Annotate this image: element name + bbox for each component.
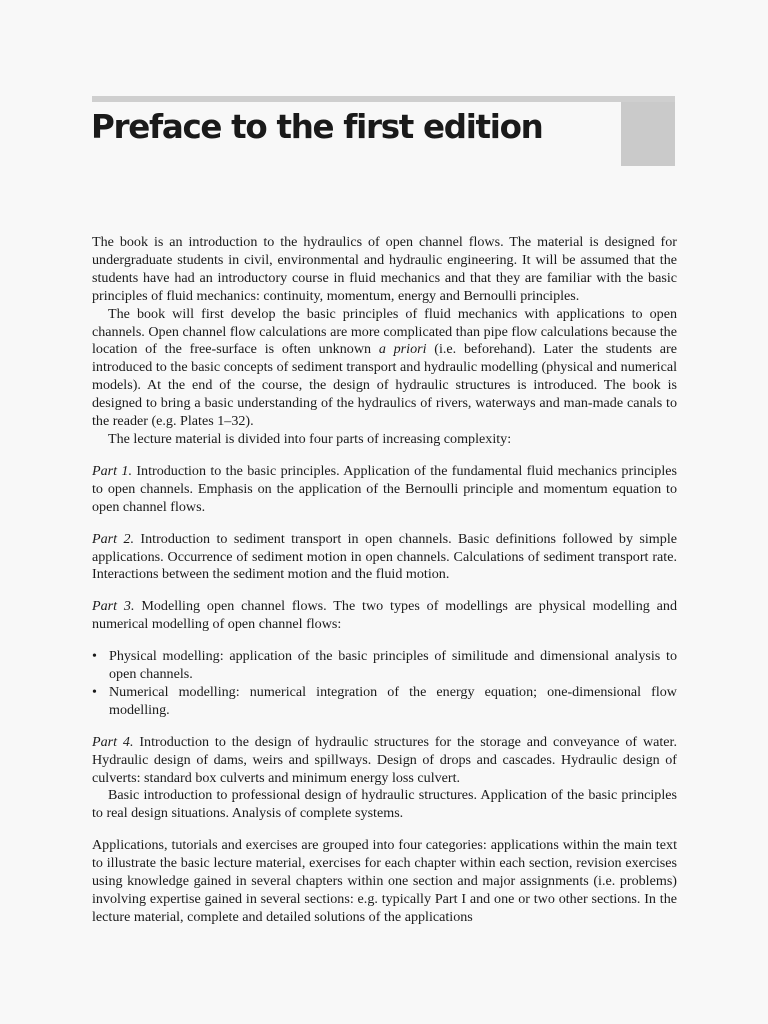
part-4-label: Part 4. [92, 733, 134, 750]
bullet-icon: • [92, 683, 97, 700]
paragraph-applications: Applications, tutorials and exercises are grouped into four categories: applications within the main text to illustrate the basic lecture material, exercises for each chapter within each section, revision exercises using knowledge gained in several chapters within one section and major assignments (i.e. problems) involving expertise gained in several sections: e.g. typically Part I and one or two other sections. In the lecture material, complete and detailed solutions of the applications [92, 837, 677, 925]
part-1-label: Part 1. [92, 462, 132, 479]
bullet-numerical-text: Numerical modelling: numerical integration of the energy equation; one-dimensional flow modelling. [109, 683, 677, 718]
a-priori-italic: a priori [378, 341, 427, 358]
paragraph-develop-start: The book will first develop the basic principles of fluid mechanics with applications to open channels. Open channel flow calculations are more complicated than pipe flow calculations because the location of the free-surface is often unknown [92, 305, 677, 358]
bullet-icon: • [92, 648, 97, 665]
preface-body [92, 234, 677, 927]
part-2-label: Part 2. [92, 530, 135, 547]
paragraph-intro: The book is an introduction to the hydraulics of open channel flows. The material is designed for undergraduate students in civil, environmental and hydraulic engineering. It will be assumed that the students have had an introductory course in fluid mechanics and that they are familiar with the basic principles of fluid mechanics: continuity, momentum, energy and Bernoulli principles. [92, 234, 677, 304]
bullet-numerical-modelling [92, 684, 677, 720]
part-3-text: Modelling open channel flows. The two types of modellings are physical modelling and numerical modelling of open channel flows: [92, 598, 677, 633]
part-2-paragraph [92, 531, 677, 585]
paragraph-develop [92, 306, 677, 431]
paragraph-basic-design: Basic introduction to professional design of hydraulic structures. Application of the basic principles to real design situations. Analysis of complete systems. [92, 787, 677, 822]
part-4-paragraph [92, 734, 677, 788]
paragraph-parts-intro: The lecture material is divided into four parts of increasing complexity: [108, 430, 512, 447]
bullet-physical-modelling [92, 648, 677, 684]
part-3-label: Part 3. [92, 598, 135, 615]
part-1-text: Introduction to the basic principles. Application of the fundamental fluid mechanics principles to open channels. Emphasis on the application of the Bernoulli principle and momentum equation to open channel flows. [92, 462, 677, 515]
paragraph-develop-end: (i.e. beforehand). Later the students are introduced to the basic concepts of sediment transport and hydraulic modelling (physical and numerical models). At the end of the course, the design of hydraulic structures is introduced. The book is designed to bring a basic understanding of the hydraulics of rivers, waterways and man-made canals to the reader (e.g. Plates 1–32). [92, 341, 677, 430]
chapter-header-box [621, 102, 675, 166]
bullet-physical-text: Physical modelling: application of the basic principles of similitude and dimensional analysis to open channels. [109, 648, 677, 683]
chapter-title: Preface to the first edition [91, 108, 543, 146]
modelling-bullet-list [92, 648, 677, 720]
part-2-text: Introduction to sediment transport in open channels. Basic definitions followed by simple applications. Occurrence of sediment motion in open channels. Calculations of sediment transport rate. Interactions between the sediment motion and the fluid motion. [92, 530, 677, 583]
part-3-paragraph [92, 598, 677, 634]
part-4-text: Introduction to the design of hydraulic structures for the storage and conveyance of water. Hydraulic design of dams, weirs and spillways. Design of drops and cascades. Hydraulic design of culverts: standard box culverts and minimum energy loss culvert. [92, 733, 677, 786]
chapter-header-rule [92, 96, 675, 102]
part-1-paragraph [92, 463, 677, 517]
